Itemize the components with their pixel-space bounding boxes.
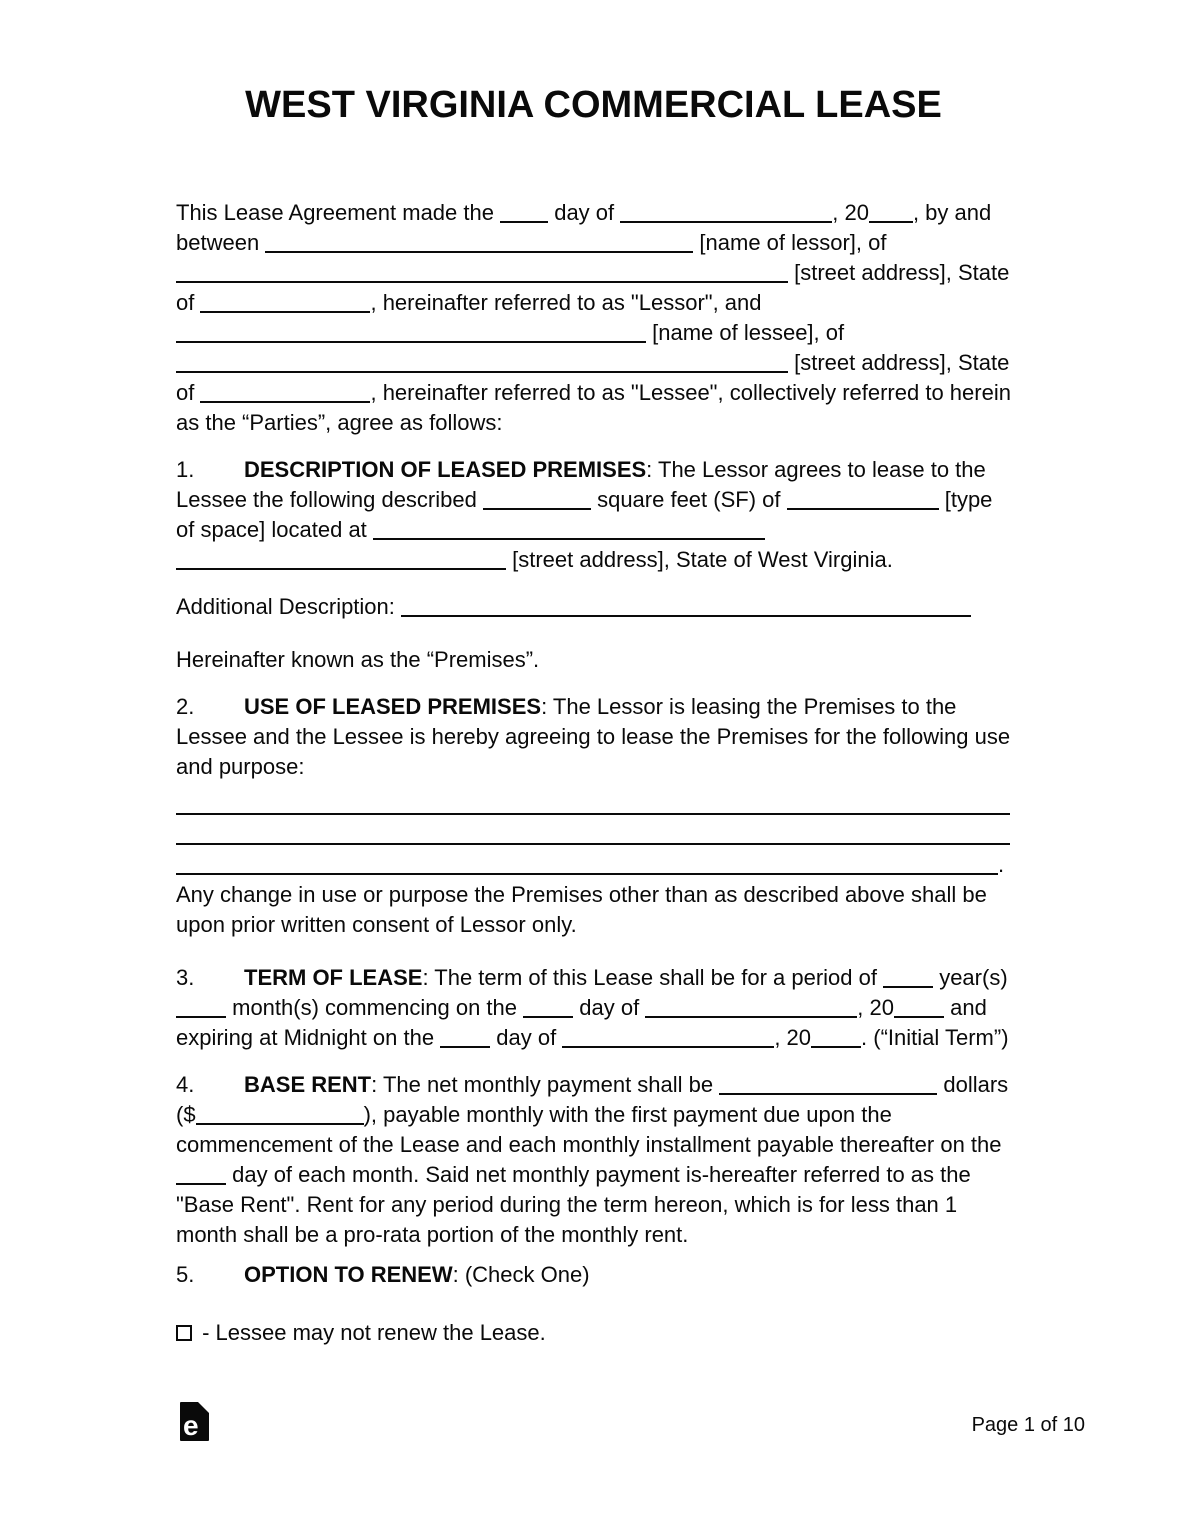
eforms-logo-letter: e bbox=[183, 1410, 199, 1441]
text-run: [name of lessor], of bbox=[693, 230, 887, 255]
text-run: This Lease Agreement made the bbox=[176, 200, 501, 225]
text-run: , hereinafter referred to as "Lessee", collectively referred to herein as the “Parties”, agree as follows: bbox=[176, 380, 1011, 435]
commence-year-blank bbox=[894, 996, 944, 1018]
type-of-space-blank bbox=[787, 488, 939, 510]
text-run: Any change in use or purpose the Premises other than as described above shall be upon prior written consent of Lessor only. bbox=[176, 882, 987, 937]
section-heading: BASE RENT bbox=[244, 1072, 372, 1097]
expire-day-blank bbox=[440, 1026, 490, 1048]
text-run: year(s) bbox=[933, 965, 1008, 990]
text-run: , 20 bbox=[774, 1025, 812, 1050]
text-run: day of each month. Said net monthly payment is-hereafter referred to as the "Base Rent". Rent for any period during the term hereon, which is for less than 1 month shall be a pro-rata portion of the monthly rent. bbox=[176, 1162, 971, 1247]
document-title: WEST VIRGINIA COMMERCIAL LEASE bbox=[245, 84, 942, 126]
additional-description-blank bbox=[401, 595, 971, 617]
text-run: , by and between bbox=[176, 200, 992, 255]
term-months-blank bbox=[176, 996, 226, 1018]
text-run: day of bbox=[573, 995, 646, 1020]
rent-amount-words-blank bbox=[719, 1073, 937, 1095]
text-run: dollars ($ bbox=[176, 1072, 1009, 1127]
renew-option-no-renewal bbox=[176, 1318, 1012, 1348]
text-run: square feet (SF) of bbox=[590, 487, 787, 512]
text-run: : The Lessor agrees to lease to the Lessee the following described bbox=[176, 457, 986, 512]
commence-month-blank bbox=[645, 996, 857, 1018]
rent-amount-number-blank bbox=[196, 1103, 364, 1125]
eforms-logo-icon bbox=[180, 1402, 209, 1441]
section-number: 1. bbox=[176, 457, 195, 482]
premises-address-blank-1 bbox=[373, 518, 765, 540]
text-run: , 20 bbox=[857, 995, 894, 1020]
section-number: 5. bbox=[176, 1262, 195, 1287]
text-run: : The term of this Lease shall be for a period of bbox=[422, 965, 884, 990]
text-run: day of bbox=[548, 200, 621, 225]
folded-corner-icon bbox=[198, 1402, 209, 1413]
page-number: Page 1 of 10 bbox=[971, 1414, 1085, 1436]
section-heading: USE OF LEASED PREMISES bbox=[244, 694, 542, 719]
expire-year-blank bbox=[811, 1026, 861, 1048]
commence-day-blank bbox=[523, 996, 573, 1018]
document-body bbox=[176, 198, 1012, 1348]
text-run: , 20 bbox=[832, 200, 869, 225]
text-run: month(s) commencing on the bbox=[226, 995, 524, 1020]
text-run: : (Check One) bbox=[452, 1262, 590, 1287]
made-year-blank bbox=[869, 201, 913, 223]
hereinafter-premises bbox=[176, 645, 1012, 675]
made-month-blank bbox=[620, 201, 832, 223]
text-run: - Lessee may not renew the Lease. bbox=[196, 1320, 546, 1345]
text-run: [street address], State of bbox=[176, 350, 1010, 405]
lessor-state-blank bbox=[200, 291, 370, 313]
square-feet-blank bbox=[483, 488, 591, 510]
text-run: . bbox=[998, 852, 1005, 877]
text-run: : The net monthly payment shall be bbox=[371, 1072, 720, 1097]
lessor-name-blank bbox=[265, 231, 693, 253]
additional-description bbox=[176, 592, 1012, 622]
section-4-base-rent bbox=[176, 1070, 1012, 1250]
rent-due-day-blank bbox=[176, 1163, 226, 1185]
lessee-state-blank bbox=[200, 381, 370, 403]
section-5-option-to-renew bbox=[176, 1260, 1012, 1290]
text-run: : The Lessor is leasing the Premises to the Lessee and the Lessee is hereby agreeing to lease the Premises for the following use and purpose: bbox=[176, 694, 1011, 779]
use-purpose-write-in-lines bbox=[176, 790, 1012, 880]
lessee-street-address-blank bbox=[176, 351, 788, 373]
made-day-blank bbox=[500, 201, 548, 223]
section-number: 4. bbox=[176, 1072, 195, 1097]
use-purpose-line-1 bbox=[176, 793, 1010, 815]
section-3-term-of-lease bbox=[176, 963, 1012, 1053]
use-change-notice bbox=[176, 880, 1012, 940]
text-run: [type of space] located at bbox=[176, 487, 993, 542]
section-heading: TERM OF LEASE bbox=[244, 965, 423, 990]
section-heading: OPTION TO RENEW bbox=[244, 1262, 453, 1287]
premises-address-blank-2 bbox=[176, 548, 506, 570]
section-1-description-of-leased-premises bbox=[176, 455, 1012, 575]
text-run: ), payable monthly with the first payment due upon the commencement of the Lease and each monthly installment payable thereafter on the bbox=[176, 1102, 1002, 1157]
text-run: , hereinafter referred to as "Lessor", and bbox=[370, 290, 762, 315]
section-number: 3. bbox=[176, 965, 195, 990]
intro-paragraph bbox=[176, 198, 1012, 438]
lessee-name-blank bbox=[176, 321, 646, 343]
renew-option-checkbox[interactable] bbox=[176, 1325, 192, 1341]
text-run: Hereinafter known as the “Premises”. bbox=[176, 647, 540, 672]
text-run: and expiring at Midnight on the bbox=[176, 995, 987, 1050]
section-number: 2. bbox=[176, 694, 195, 719]
expire-month-blank bbox=[562, 1026, 774, 1048]
text-run: [name of lessee], of bbox=[646, 320, 845, 345]
text-run: [street address], State of West Virginia. bbox=[506, 547, 893, 572]
text-run: Additional Description: bbox=[176, 594, 402, 619]
section-2-use-of-leased-premises bbox=[176, 692, 1012, 782]
text-run: [street address], State of bbox=[176, 260, 1010, 315]
term-years-blank bbox=[883, 966, 933, 988]
text-run: day of bbox=[490, 1025, 563, 1050]
use-purpose-line-2 bbox=[176, 823, 1010, 845]
section-heading: DESCRIPTION OF LEASED PREMISES bbox=[244, 457, 647, 482]
use-purpose-line-3 bbox=[176, 853, 998, 875]
lessor-street-address-blank bbox=[176, 261, 788, 283]
text-run: . (“Initial Term”) bbox=[861, 1025, 1009, 1050]
